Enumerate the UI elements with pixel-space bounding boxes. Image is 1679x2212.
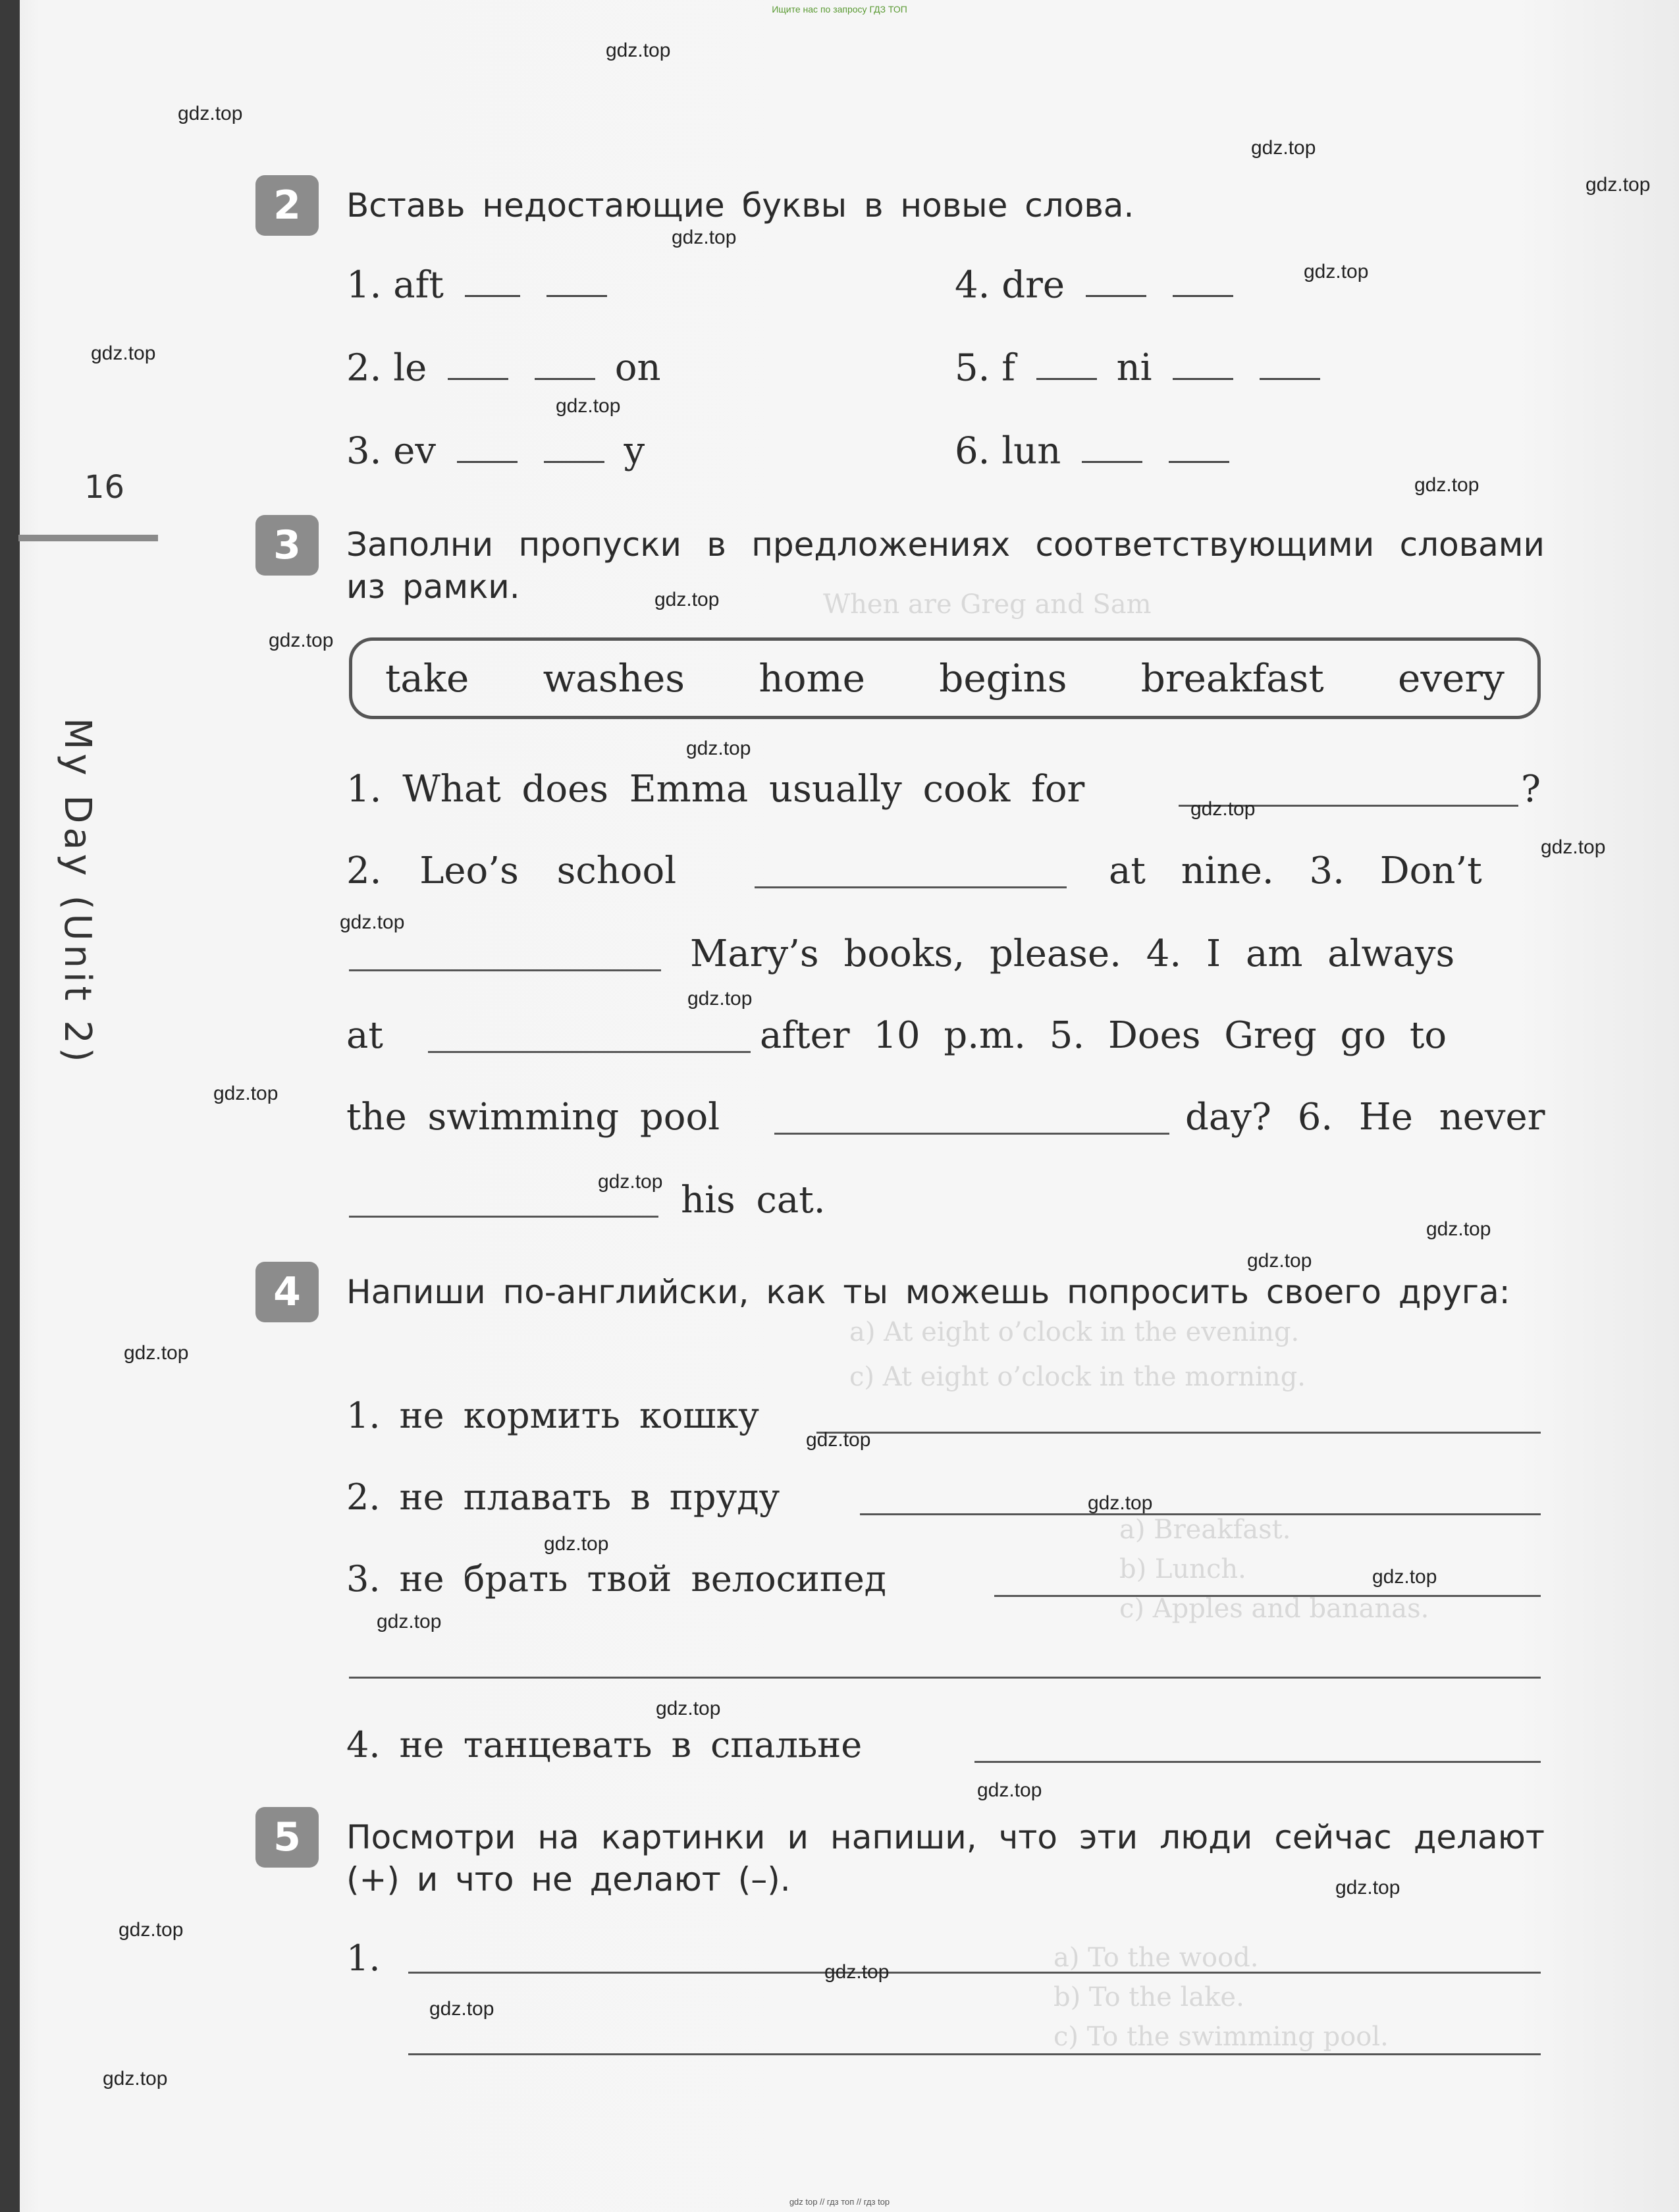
watermark: gdz.top xyxy=(269,630,334,651)
answer-line[interactable] xyxy=(349,969,661,971)
watermark: gdz.top xyxy=(178,103,243,124)
answer-line[interactable] xyxy=(974,1761,1541,1763)
ex4-item-4: 4. не танцевать в спальне xyxy=(346,1724,863,1766)
unit-side-title-text: My Day (Unit 2) xyxy=(56,718,99,1066)
word-bank-word: begins xyxy=(939,656,1067,701)
answer-line[interactable] xyxy=(408,2053,1541,2055)
answer-line[interactable] xyxy=(755,886,1067,888)
bleed-through-text: b) To the lake. xyxy=(1053,1982,1244,2012)
bottom-note: gdz top // гдз топ // гдз top xyxy=(789,2197,890,2207)
ex3-sentence-text: at nine. 3. Don’t xyxy=(1109,850,1482,892)
watermark: gdz.top xyxy=(806,1429,871,1451)
letter-blank[interactable] xyxy=(1173,262,1233,297)
watermark: gdz.top xyxy=(654,589,720,610)
ex2-item-1 xyxy=(346,262,607,306)
bleed-through-text: b) Lunch. xyxy=(1119,1554,1246,1584)
word-fragment: dre xyxy=(1001,263,1065,307)
exercise-3-instruction: Заполни пропуски в предложениях соответствующими словами из рамки. xyxy=(346,526,1545,606)
word-bank-word: breakfast xyxy=(1140,656,1324,701)
watermark: gdz.top xyxy=(1251,137,1316,159)
item-number: 2. xyxy=(346,346,382,390)
watermark: gdz.top xyxy=(1335,1877,1400,1899)
watermark: gdz.top xyxy=(103,2068,168,2090)
watermark: gdz.top xyxy=(598,1171,663,1193)
bleed-through-text: a) To the wood. xyxy=(1053,1943,1259,1973)
bleed-through-text: a) Breakfast. xyxy=(1119,1515,1291,1545)
word-fragment: ni xyxy=(1116,346,1152,390)
word-bank-word: every xyxy=(1398,656,1505,701)
letter-blank[interactable] xyxy=(448,345,508,380)
ex4-item-1: 1. не кормить кошку xyxy=(346,1395,760,1436)
watermark: gdz.top xyxy=(672,227,737,248)
answer-line[interactable] xyxy=(349,1677,1541,1679)
watermark: gdz.top xyxy=(1426,1218,1491,1240)
watermark: gdz.top xyxy=(656,1698,721,1719)
ex5-item-1: 1. xyxy=(346,1937,381,1979)
ex3-sentence-text: 1. What does Emma usually cook for xyxy=(346,768,1085,811)
ex3-sentence-text: ? xyxy=(1521,768,1541,811)
answer-line[interactable] xyxy=(816,1432,1541,1434)
ex3-sentence-text: his cat. xyxy=(681,1179,826,1222)
letter-blank[interactable] xyxy=(535,345,595,380)
item-number: 1. xyxy=(346,263,382,307)
letter-blank[interactable] xyxy=(1086,262,1146,297)
bleed-through-text: a) At eight o’clock in the evening. xyxy=(849,1317,1300,1347)
ex3-sentence-text: at xyxy=(346,1014,383,1057)
exercise-2-badge: 2 xyxy=(255,175,319,236)
answer-line[interactable] xyxy=(860,1513,1541,1515)
watermark: gdz.top xyxy=(213,1083,279,1104)
word-fragment: aft xyxy=(393,263,444,307)
word-fragment: y xyxy=(624,429,645,473)
ex2-item-5 xyxy=(955,345,1320,389)
watermark: gdz.top xyxy=(340,911,405,933)
answer-line[interactable] xyxy=(408,1972,1541,1974)
answer-line[interactable] xyxy=(349,1216,658,1218)
watermark: gdz.top xyxy=(119,1919,184,1941)
word-fragment: ev xyxy=(393,429,437,473)
bleed-through-text: c) At eight o’clock in the morning. xyxy=(849,1362,1306,1392)
watermark: gdz.top xyxy=(544,1533,609,1555)
watermark: gdz.top xyxy=(377,1611,442,1632)
ex2-item-3 xyxy=(346,428,645,472)
margin-divider xyxy=(18,535,158,541)
watermark: gdz.top xyxy=(1372,1566,1437,1588)
watermark: gdz.top xyxy=(824,1961,890,1983)
exercise-4-badge: 4 xyxy=(255,1262,319,1322)
watermark: gdz.top xyxy=(977,1779,1042,1801)
answer-line[interactable] xyxy=(428,1051,751,1053)
word-bank-word: take xyxy=(385,656,469,701)
word-bank-word: home xyxy=(759,656,865,701)
bleed-through-text: c) To the swimming pool. xyxy=(1053,2022,1389,2052)
letter-blank[interactable] xyxy=(1036,345,1097,380)
page-number: 16 xyxy=(84,469,125,506)
letter-blank[interactable] xyxy=(1260,345,1320,380)
ex2-item-2 xyxy=(346,345,661,389)
watermark: gdz.top xyxy=(686,738,751,759)
watermark: gdz.top xyxy=(1541,836,1606,858)
bleed-through-text: c) Apples and bananas. xyxy=(1119,1594,1429,1624)
letter-blank[interactable] xyxy=(1082,428,1142,463)
word-fragment: f xyxy=(1001,346,1015,390)
exercise-5-instruction: Посмотри на картинки и напиши, что эти люди сейчас делают (+) и что не делают (–). xyxy=(346,1818,1545,1899)
exercise-2-instruction: Вставь недостающие буквы в новые слова. xyxy=(346,186,1134,225)
watermark: gdz.top xyxy=(556,395,621,417)
answer-line[interactable] xyxy=(994,1595,1541,1597)
watermark: gdz.top xyxy=(91,342,156,364)
bleed-through-text: When are Greg and Sam xyxy=(823,589,1152,620)
item-number: 6. xyxy=(955,429,990,473)
ex4-item-3: 3. не брать твой велосипед xyxy=(346,1558,887,1600)
watermark: gdz.top xyxy=(1304,261,1369,283)
watermark: gdz.top xyxy=(1586,174,1651,196)
item-number: 4. xyxy=(955,263,990,307)
exercise-5-badge: 5 xyxy=(255,1807,319,1868)
watermark: gdz.top xyxy=(1414,474,1479,496)
item-number: 5. xyxy=(955,346,990,390)
answer-line[interactable] xyxy=(774,1133,1169,1135)
ex3-sentence-text: Mary’s books, please. 4. I am always xyxy=(690,932,1455,975)
watermark: gdz.top xyxy=(687,988,753,1010)
watermark: gdz.top xyxy=(1088,1492,1153,1514)
letter-blank[interactable] xyxy=(457,428,518,463)
ex4-item-2: 2. не плавать в пруду xyxy=(346,1476,780,1518)
top-note: Ищите нас по запросу ГДЗ ТОП xyxy=(772,4,907,14)
ex3-sentence-text: day? 6. He never xyxy=(1185,1096,1545,1139)
watermark: gdz.top xyxy=(1190,798,1256,820)
word-bank-word: washes xyxy=(543,656,685,701)
letter-blank[interactable] xyxy=(465,262,520,297)
item-number: 3. xyxy=(346,429,382,473)
ex2-item-6 xyxy=(955,428,1229,472)
watermark: gdz.top xyxy=(124,1342,189,1364)
letter-blank[interactable] xyxy=(546,262,607,297)
ex3-sentence-text: 2. Leo’s school xyxy=(346,850,677,892)
ex3-sentence-text: the swimming pool xyxy=(346,1096,720,1139)
letter-blank[interactable] xyxy=(544,428,604,463)
exercise-3-badge: 3 xyxy=(255,515,319,576)
exercise-4-instruction: Напиши по-английски, как ты можешь попросить своего друга: xyxy=(346,1273,1510,1311)
watermark: gdz.top xyxy=(429,1998,494,2020)
page-edge-shadow xyxy=(0,0,20,2212)
watermark: gdz.top xyxy=(606,40,671,61)
word-fragment: lun xyxy=(1001,429,1061,473)
word-fragment: le xyxy=(393,346,427,390)
watermark: gdz.top xyxy=(1247,1250,1312,1272)
ex3-sentence-text: after 10 p.m. 5. Does Greg go to xyxy=(760,1014,1447,1057)
word-bank-box xyxy=(349,637,1541,719)
letter-blank[interactable] xyxy=(1173,345,1233,380)
letter-blank[interactable] xyxy=(1169,428,1229,463)
word-fragment: on xyxy=(614,346,661,390)
ex2-item-4 xyxy=(955,262,1233,306)
